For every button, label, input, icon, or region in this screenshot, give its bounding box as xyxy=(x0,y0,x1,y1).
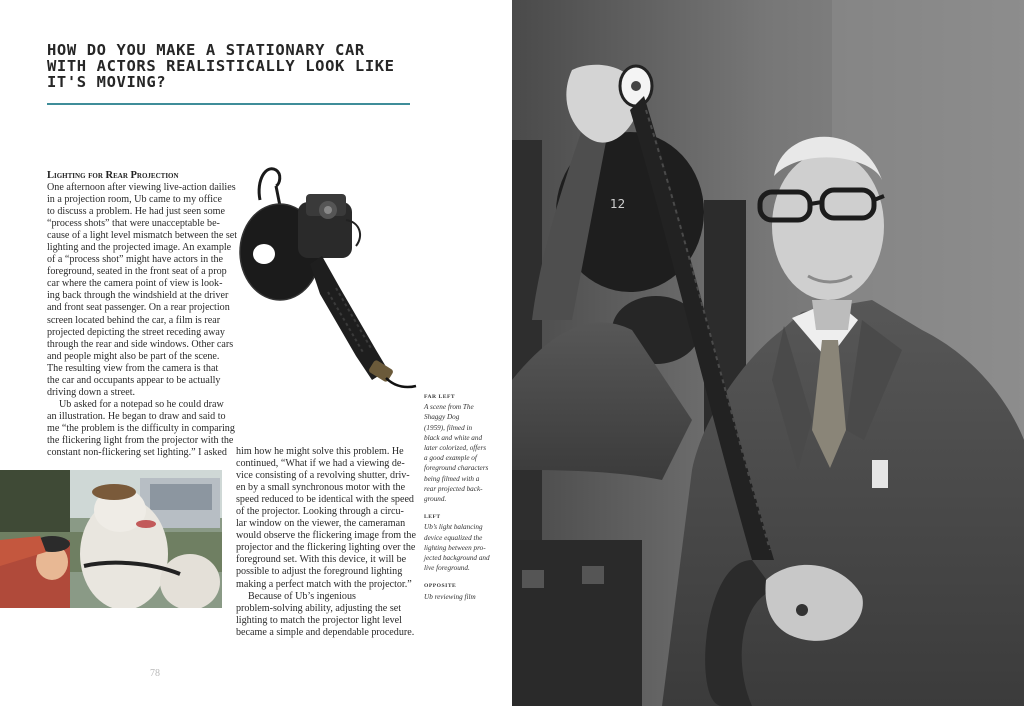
body-line: through the rear and side windows. Other cars xyxy=(47,338,234,350)
caption-line: jected background and xyxy=(424,554,490,563)
caption-line: lighting between pro- xyxy=(424,543,486,552)
body-line: projector and the flickering lighting over the xyxy=(236,542,416,554)
caption-line: being filmed with a xyxy=(424,474,480,483)
shaggy-dog-scene-photo xyxy=(0,470,222,608)
body-line: The resulting view from the camera is that xyxy=(47,362,219,374)
caption-label-far-left: FAR LEFT xyxy=(424,394,456,400)
headline-line: WITH ACTORS REALISTICALLY LOOK LIKE xyxy=(47,57,395,75)
body-line: him how he might solve this problem. He xyxy=(236,446,404,457)
caption-line: rear projected back- xyxy=(424,484,483,493)
body-line: became a simple and dependable procedure. xyxy=(236,626,415,638)
body-line: speed reduced to be identical with the speed xyxy=(236,494,414,506)
body-line: and people might also be part of the scene. xyxy=(47,350,220,362)
body-line: an illustration. He began to draw and said to xyxy=(47,410,226,422)
body-line: lighting to match the projector light level xyxy=(236,614,402,626)
body-line: vice consisting of a revolving shutter, driv- xyxy=(236,470,410,482)
body-line: in a projection room, Ub came to my office xyxy=(47,194,222,206)
body-line: “process shots” that were unacceptable be- xyxy=(47,218,220,230)
body-line: foreground set. With this device, it will be xyxy=(236,554,407,566)
body-line: foreground, seated in the front seat of a prop xyxy=(47,266,227,278)
body-line: the flickering light from the projector with the xyxy=(47,434,234,446)
caption-line: Shaggy Dog xyxy=(424,413,460,422)
caption-line: later colorized, offers xyxy=(424,444,487,453)
caption-line: A scene from The xyxy=(424,403,474,412)
caption-line: device equalized the xyxy=(424,533,483,542)
caption-line: foreground characters xyxy=(424,464,489,473)
caption-line: live foreground. xyxy=(424,564,470,573)
body-line: cause of a light level mismatch between the set xyxy=(47,230,238,242)
body-line: would observe the flickering image from the xyxy=(236,530,416,542)
body-line: ing back through the windshield at the driver xyxy=(47,290,229,302)
caption-line: Ub’s light balancing xyxy=(424,523,483,532)
body-line: the car and occupants appear to be actually xyxy=(47,374,221,386)
body-line: continued, “What if we had a viewing de- xyxy=(236,458,405,470)
body-line: and front seat passenger. On a rear projection xyxy=(47,302,230,314)
caption-column xyxy=(424,392,506,602)
headline-line: IT'S MOVING? xyxy=(47,73,167,91)
body-line: of a “process shot” might have actors in the xyxy=(47,254,224,266)
headline-line: HOW DO YOU MAKE A STATIONARY CAR xyxy=(47,41,365,59)
page-number: 78 xyxy=(150,668,160,679)
body-line: driving down a street. xyxy=(47,386,136,398)
body-column-2 xyxy=(236,446,416,639)
body-line: constant non-flickering set lighting.” I asked xyxy=(47,447,227,459)
caption-label-opposite: OPPOSITE xyxy=(424,583,457,590)
body-line: of the projector. Looking through a circu- xyxy=(236,506,404,518)
caption-line: Ub reviewing film xyxy=(424,592,476,601)
ub-reviewing-film-photo xyxy=(512,0,1024,706)
body-line: making a perfect match with the projector.” xyxy=(236,578,412,590)
body-line: me “the problem is the difficulty in comparing xyxy=(47,422,235,434)
light-balancing-device-photo xyxy=(236,160,422,396)
headline xyxy=(47,42,417,90)
caption-line: ground. xyxy=(424,495,447,504)
body-column-1 xyxy=(47,182,237,459)
portrait-photo xyxy=(512,0,1024,706)
caption-line: (1959), filmed in xyxy=(424,423,473,432)
body-line: Because of Ub’s ingenious xyxy=(248,590,356,602)
body-line: One afternoon after viewing live-action dailies xyxy=(47,182,236,193)
body-line: projected depicting the street receding away xyxy=(47,326,225,338)
body-line: possible to adjust the foreground lighting xyxy=(236,566,403,578)
caption-line: black and white and xyxy=(424,433,483,442)
headline-rule xyxy=(47,103,410,105)
body-line: lar window on the viewer, the cameraman xyxy=(236,518,406,530)
reel-marking: 12 xyxy=(610,197,626,211)
body-line: screen located behind the car, a film is rear xyxy=(47,314,221,326)
body-line: car where the camera point of view is look- xyxy=(47,278,223,290)
body-line: Ub asked for a notepad so he could draw xyxy=(59,398,224,410)
body-line: en by a small synchronous motor with the xyxy=(236,482,406,494)
body-line: lighting and the projected image. An example xyxy=(47,242,232,254)
caption-label-left: LEFT xyxy=(424,514,441,521)
caption-line: a good example of xyxy=(424,454,477,463)
body-line: to discuss a problem. He had just seen some xyxy=(47,206,226,218)
body-line: problem-solving ability, adjusting the set xyxy=(236,602,402,614)
section-title: Lighting for Rear Projection xyxy=(47,170,179,181)
